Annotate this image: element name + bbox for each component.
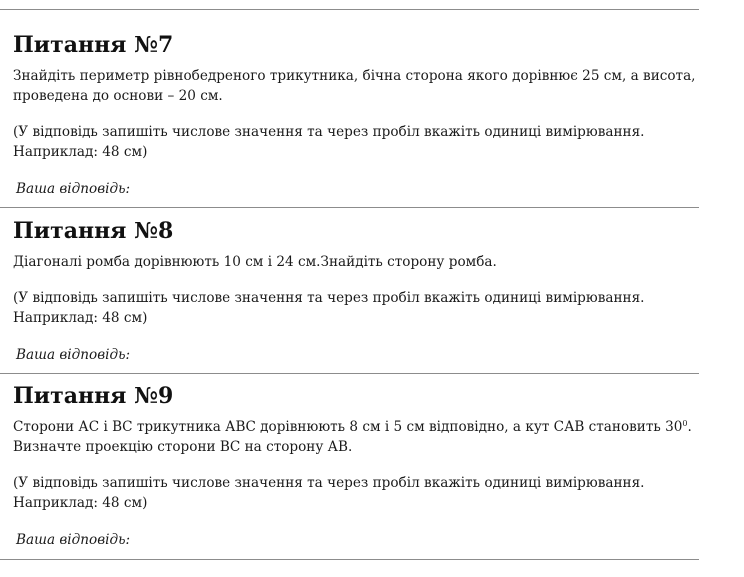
answer-format-hint [13, 288, 703, 328]
question-text [13, 66, 703, 106]
divider [0, 207, 699, 208]
answer-format-hint [13, 122, 703, 162]
question-7 [13, 32, 703, 199]
question-9 [13, 383, 703, 550]
answer-field[interactable]: Ваша відповідь: [16, 532, 131, 548]
question-title: Питання №9 [13, 383, 174, 409]
hint-line: (У відповідь запишіть числове значення та через пробіл вкажіть одиниці вимірювання. [13, 475, 645, 491]
hint-line: Наприклад: 48 см) [13, 310, 148, 326]
hint-line: (У відповідь запишіть числове значення та через пробіл вкажіть одиниці вимірювання. [13, 290, 645, 306]
question-text-line: Діагоналі ромба дорівнюють 10 см і 24 см.Знайдіть сторону ромба. [13, 254, 497, 270]
question-8 [13, 218, 703, 365]
hint-line: Наприклад: 48 см) [13, 144, 148, 160]
hint-line: Наприклад: 48 см) [13, 495, 148, 511]
question-text-line: Визначте проекцію сторони ВС на сторону АВ. [13, 439, 353, 455]
divider [0, 373, 699, 374]
question-text-line: Сторони АС і ВС трикутника АВС дорівнюють 8 см і 5 см відповідно, а кут САВ становить 30 [13, 419, 683, 435]
question-text-line: проведена до основи – 20 см. [13, 88, 223, 104]
answer-field[interactable]: Ваша відповідь: [16, 347, 131, 363]
question-title: Питання №7 [13, 32, 174, 58]
divider [0, 9, 699, 10]
hint-line: (У відповідь запишіть числове значення та через пробіл вкажіть одиниці вимірювання. [13, 124, 645, 140]
question-title: Питання №8 [13, 218, 174, 244]
degree-superscript: 0 [682, 419, 688, 428]
question-text-line: Знайдіть периметр рівнобедреного трикутника, бічна сторона якого дорівнює 25 см, а висота, [13, 68, 696, 84]
answer-field[interactable]: Ваша відповідь: [16, 181, 131, 197]
answer-format-hint [13, 473, 703, 513]
question-text [13, 252, 703, 272]
question-text [13, 417, 703, 457]
divider [0, 559, 699, 560]
question-text-end: . [687, 419, 692, 435]
